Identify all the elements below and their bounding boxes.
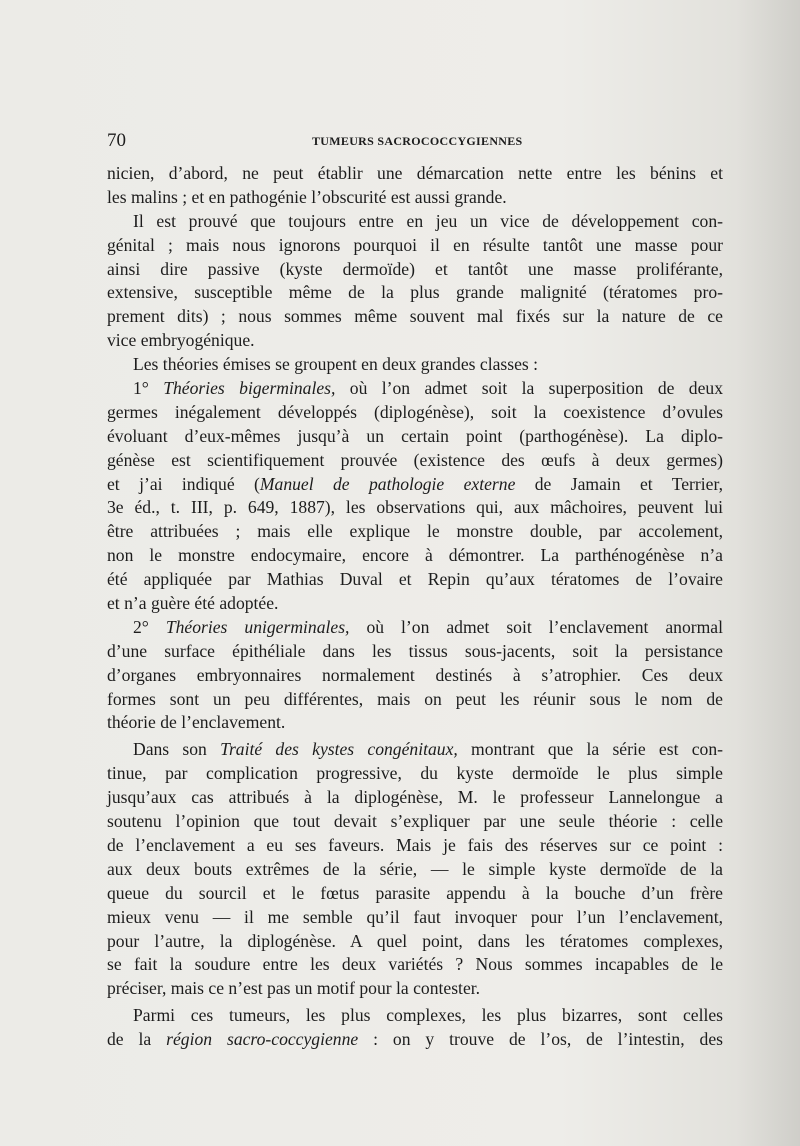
text-run: et j’ai indiqué ( bbox=[107, 473, 260, 494]
text-line: préciser, mais ce n’est pas un motif pour la contester. bbox=[107, 978, 481, 999]
text-line: de l’enclavement a eu ses faveurs. Mais je fais des réserves sur ce point : bbox=[107, 834, 723, 855]
text-line: 3e éd., t. III, p. 649, 1887), les observations qui, aux mâchoires, peuvent lui bbox=[107, 497, 723, 518]
text-line: Les théories émises se groupent en deux grandes classes : bbox=[133, 354, 539, 375]
text-run: où l’on admet soit l’enclavement anormal bbox=[349, 616, 724, 637]
text-run: de Jamain et Terrier, bbox=[515, 473, 723, 494]
text-line: génital ; mais nous ignorons pourquoi il en résulte tantôt une masse pour bbox=[107, 234, 723, 255]
text-line: d’organes embryonnaires normalement destinés à s’atrophier. Ces deux bbox=[107, 664, 723, 685]
text-line: Parmi ces tumeurs, les plus complexes, les plus bizarres, sont celles bbox=[133, 1005, 723, 1026]
text-line: tinue, par complication progressive, du kyste dermoïde le plus simple bbox=[107, 763, 723, 784]
text-line: queue du sourcil et le fœtus parasite appendu à la bouche d’un frère bbox=[107, 882, 723, 903]
italic-title: Manuel de pathologie externe bbox=[259, 473, 516, 494]
text-line: extensive, susceptible même de la plus grande malignité (tératomes pro- bbox=[107, 282, 723, 303]
text-line: Il est prouvé que toujours entre en jeu un vice de développement con- bbox=[133, 210, 723, 231]
page-header bbox=[107, 130, 723, 154]
text-line: pour l’autre, la diplogénèse. A quel point, dans les tératomes complexes, bbox=[107, 930, 723, 951]
text-run: où l’on admet soit la superposition de deux bbox=[335, 378, 723, 399]
text-line: ainsi dire passive (kyste dermoïde) et tantôt une masse proliférante, bbox=[107, 258, 723, 279]
text-line: prement dits) ; nous sommes même souvent mal fixés sur la nature de ce bbox=[107, 306, 723, 327]
text-line: génèse est scientifiquement prouvée (existence des œufs à deux germes) bbox=[107, 449, 723, 470]
text-line: non le monstre endocymaire, encore à démontrer. La parthénogénèse n’a bbox=[107, 545, 723, 566]
text-line bbox=[107, 377, 723, 401]
list-marker: 1° bbox=[133, 378, 164, 399]
text-line: été appliquée par Mathias Duval et Repin qu’aux tératomes de l’ovaire bbox=[107, 569, 723, 590]
italic-term: Théories bigerminales, bbox=[163, 378, 336, 399]
italic-term: région sacro-coccygienne bbox=[166, 1029, 359, 1050]
text-line: les malins ; et en pathogénie l’obscurité est aussi grande. bbox=[107, 186, 507, 207]
text-line: soutenu l’opinion que tout devait s’expliquer par une seule théorie : celle bbox=[107, 811, 723, 832]
text-line: évoluant d’eux-mêmes jusqu’à un certain point (parthogénèse). La diplo- bbox=[107, 425, 723, 446]
text-line: formes sont un peu différentes, mais on peut les réunir sous le nom de bbox=[107, 688, 723, 709]
text-line: germes inégalement développés (diplogénèse), soit la coexistence d’ovules bbox=[107, 401, 723, 422]
list-marker: 2° bbox=[133, 616, 166, 637]
text-line bbox=[107, 1028, 723, 1052]
text-line: vice embryogénique. bbox=[107, 330, 255, 351]
text-line bbox=[107, 473, 723, 497]
text-run: de la bbox=[107, 1029, 167, 1050]
text-line: nicien, d’abord, ne peut établir une démarcation nette entre les bénins et bbox=[107, 163, 723, 183]
text-line: être attribuées ; mais elle explique le monstre double, par accolement, bbox=[107, 521, 723, 542]
text-run: montrant que la série est con- bbox=[457, 739, 723, 760]
text-line: d’une surface épithéliale dans les tissus sous-jacents, soit la persistance bbox=[107, 640, 723, 661]
body-text bbox=[107, 162, 723, 1052]
text-run: Dans son bbox=[133, 739, 221, 760]
text-line: se fait la soudure entre les deux variétés ? Nous sommes incapables de le bbox=[107, 954, 723, 975]
page-number: 70 bbox=[107, 130, 126, 151]
text-line bbox=[107, 616, 723, 640]
text-line: jusqu’aux cas attribués à la diplogénèse, M. le professeur Lannelongue a bbox=[107, 787, 723, 808]
running-title: TUMEURS SACROCOCCYGIENNES bbox=[312, 134, 523, 148]
italic-term: Théories unigerminales, bbox=[165, 616, 350, 637]
text-line: aux deux bouts extrêmes de la série, — le simple kyste dermoïde de la bbox=[107, 858, 723, 879]
text-line bbox=[107, 738, 723, 762]
text-line: mieux venu — il me semble qu’il faut invoquer pour l’un l’enclavement, bbox=[107, 906, 723, 927]
text-line: théorie de l’enclavement. bbox=[107, 712, 286, 733]
text-run: : on y trouve de l’os, de l’intestin, des bbox=[358, 1029, 723, 1050]
text-line: et n’a guère été adoptée. bbox=[107, 593, 279, 614]
italic-title: Traité des kystes congénitaux, bbox=[220, 739, 458, 760]
